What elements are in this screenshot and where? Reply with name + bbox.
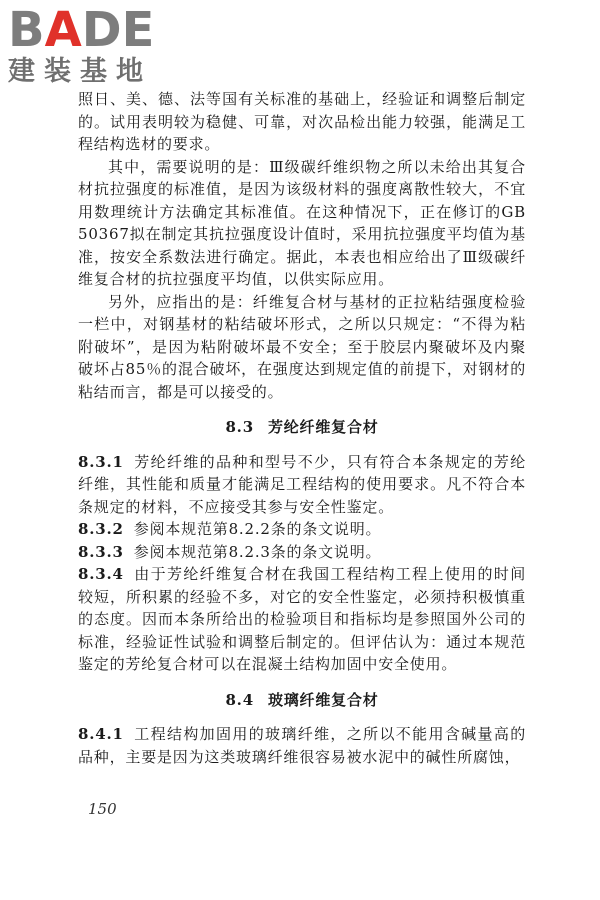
paragraph-grade3-explanation: 其中，需要说明的是：Ⅲ级碳纤维织物之所以未给出其复合材抗拉强度的标准值，是因为该级材料的强度离散性较大，不宜用数理统计方法确定其标准值。在这种情况下，正在修订的GB 50367拟在制定其抗拉强度设计值时，采用抗拉强度平均值为基准，按安全系数法进行确定。据此，本表也相应给出了Ⅲ级碳纤维复合材的抗拉强度平均值，以供实际应用。 — [78, 157, 526, 288]
clause-8-3-3 — [78, 541, 526, 564]
section-heading-8-4 — [78, 689, 526, 712]
clause-8-4-1 — [78, 723, 526, 768]
clause-number: 8.3.3 — [78, 542, 124, 561]
clause-number: 8.3.1 — [78, 452, 124, 471]
clause-8-3-1 — [78, 451, 526, 519]
clause-text: 参阅本规范第8.2.2条的条文说明。 — [133, 520, 382, 538]
clause-text: 由于芳纶纤维复合材在我国工程结构工程上使用的时间较短，所积累的经验不多，对它的安全性鉴定，必须持积极慎重的态度。因而本条所给出的检验项目和指标均是参照国外公司的标准，经验证性试验和调整后制定的。但评估认为：通过本规范鉴定的芳纶复合材可以在混凝土结构加固中安全使用。 — [78, 565, 526, 673]
page-number: 150 — [88, 800, 117, 818]
section-number: 8.4 — [225, 690, 254, 709]
paragraph-continuation: 照日、美、德、法等国有关标准的基础上，经验证和调整后制定的。试用表明较为稳健、可靠，对次品检出能力较强，能满足工程结构选材的要求。 — [78, 90, 526, 153]
section-title: 玻璃纤维复合材 — [267, 690, 379, 709]
clause-8-3-4 — [78, 563, 526, 676]
logo-accent-letter: A — [44, 2, 82, 58]
section-number: 8.3 — [225, 418, 254, 436]
clause-text: 工程结构加固用的玻璃纤维，之所以不能用含碱量高的品种，主要是因为这类玻璃纤维很容易被水泥中的碱性所腐蚀， — [78, 725, 526, 766]
logo-wordmark: BADE — [8, 2, 155, 58]
brand-logo — [8, 4, 178, 88]
clause-number: 8.3.4 — [78, 565, 124, 583]
logo-chinese-name: 建装基地 — [8, 56, 152, 87]
clause-text: 芳纶纤维的品种和型号不少，只有符合本条规定的芳纶纤维，其性能和质量才能满足工程结构的使用要求。凡不符合本条规定的材料，不应接受其参与安全性鉴定。 — [78, 452, 526, 516]
section-heading-8-3 — [78, 416, 526, 439]
clause-text: 参阅本规范第8.2.3条的条文说明。 — [133, 542, 382, 561]
clause-number: 8.4.1 — [78, 725, 124, 743]
clause-8-3-2 — [78, 518, 526, 541]
clause-number: 8.3.2 — [78, 520, 124, 538]
paragraph-bond-strength-note: 另外，应指出的是：纤维复合材与基材的正拉粘结强度检验一栏中，对钢基材的粘结破坏形式，之所以只规定：“不得为粘附破坏”，是因为粘附破坏最不安全；至于胶层内聚破坏及内聚破坏占85％的混合破坏，在强度达到规定值的前提下，对钢材的粘结而言，都是可以接受的。 — [78, 292, 526, 401]
section-title: 芳纶纤维复合材 — [267, 418, 379, 436]
page-body — [78, 88, 526, 768]
